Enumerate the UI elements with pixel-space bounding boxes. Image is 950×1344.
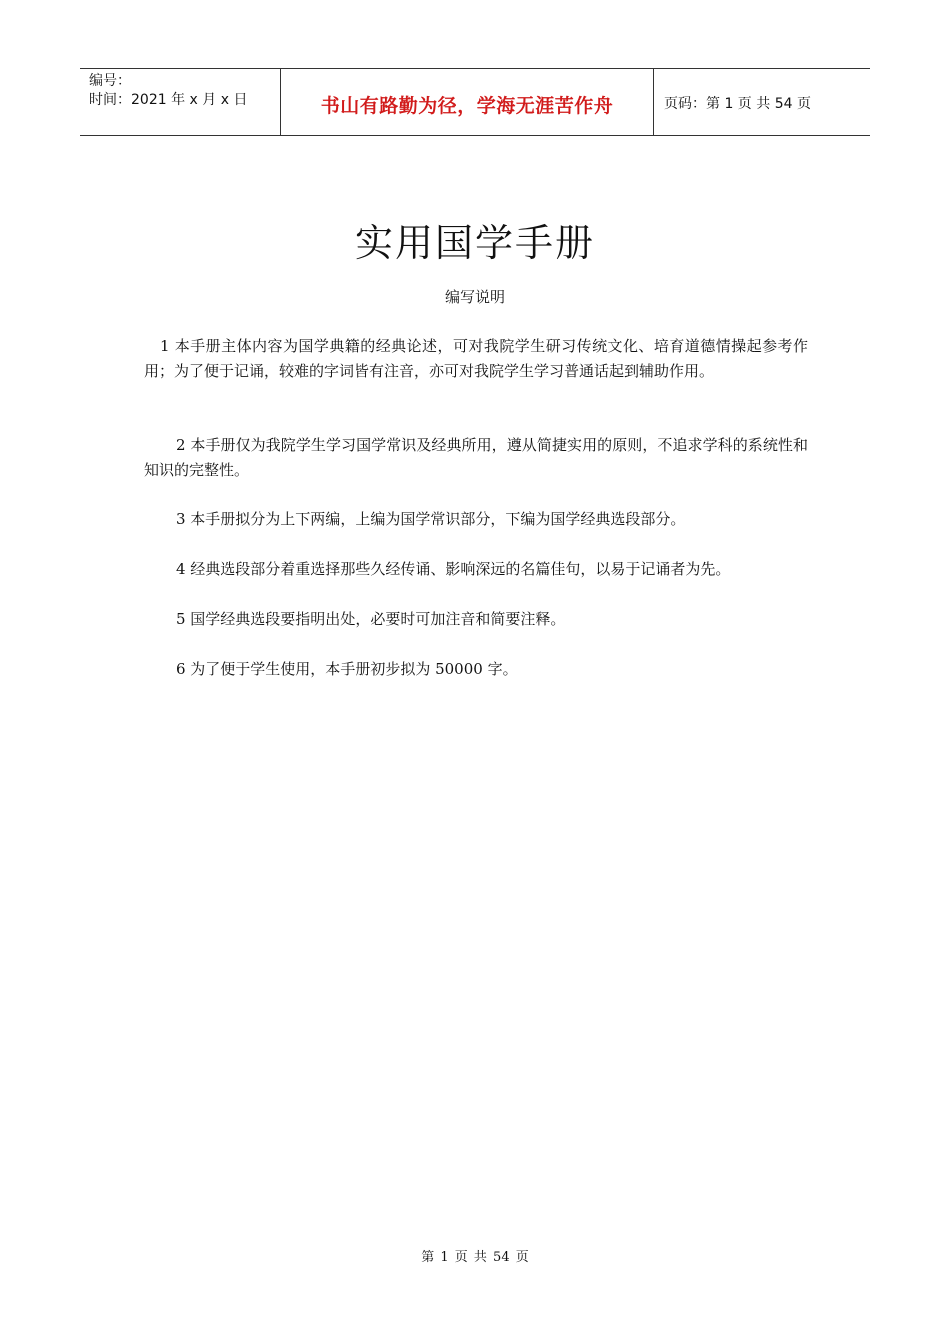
document-subtitle: 编写说明 (444, 288, 505, 306)
header-table (80, 68, 870, 136)
header-meta-cell (80, 69, 281, 135)
motto-text: 书山有路勤为径，学海无涯苦作舟 (320, 94, 614, 117)
paragraph-5: 5 国学经典选段要指明出处，必要时可加注音和简要注释。 (176, 610, 566, 628)
header-page-cell (654, 69, 870, 135)
header-motto-cell (281, 69, 654, 135)
paragraph-2: 2 本手册仅为我院学生学习国学常识及经典所用，遵从简捷实用的原则，不追求学科的系统性和知识的完整性。 (144, 436, 808, 479)
paragraph-3: 3 本手册拟分为上下两编，上编为国学常识部分，下编为国学经典选段部分。 (176, 510, 686, 528)
time-label: 时间：2021 年 x 月 x 日 (89, 92, 248, 108)
serial-label: 编号： (89, 73, 131, 89)
page-footer: 第 1 页 共 54 页 (421, 1250, 529, 1265)
page-info: 页码：第 1 页 共 54 页 (664, 96, 811, 112)
document-title: 实用国学手册 (354, 221, 595, 265)
paragraph-1: 1 本手册主体内容为国学典籍的经典论述，可对我院学生研习传统文化、培育道德情操起参考作用；为了便于记诵，较难的字词皆有注音，亦可对我院学生学习普通话起到辅助作用。 (144, 337, 808, 380)
paragraph-4: 4 经典选段部分着重选择那些久经传诵、影响深远的名篇佳句，以易于记诵者为先。 (176, 560, 731, 578)
paragraph-6: 6 为了便于学生使用，本手册初步拟为 50000 字。 (176, 660, 518, 678)
